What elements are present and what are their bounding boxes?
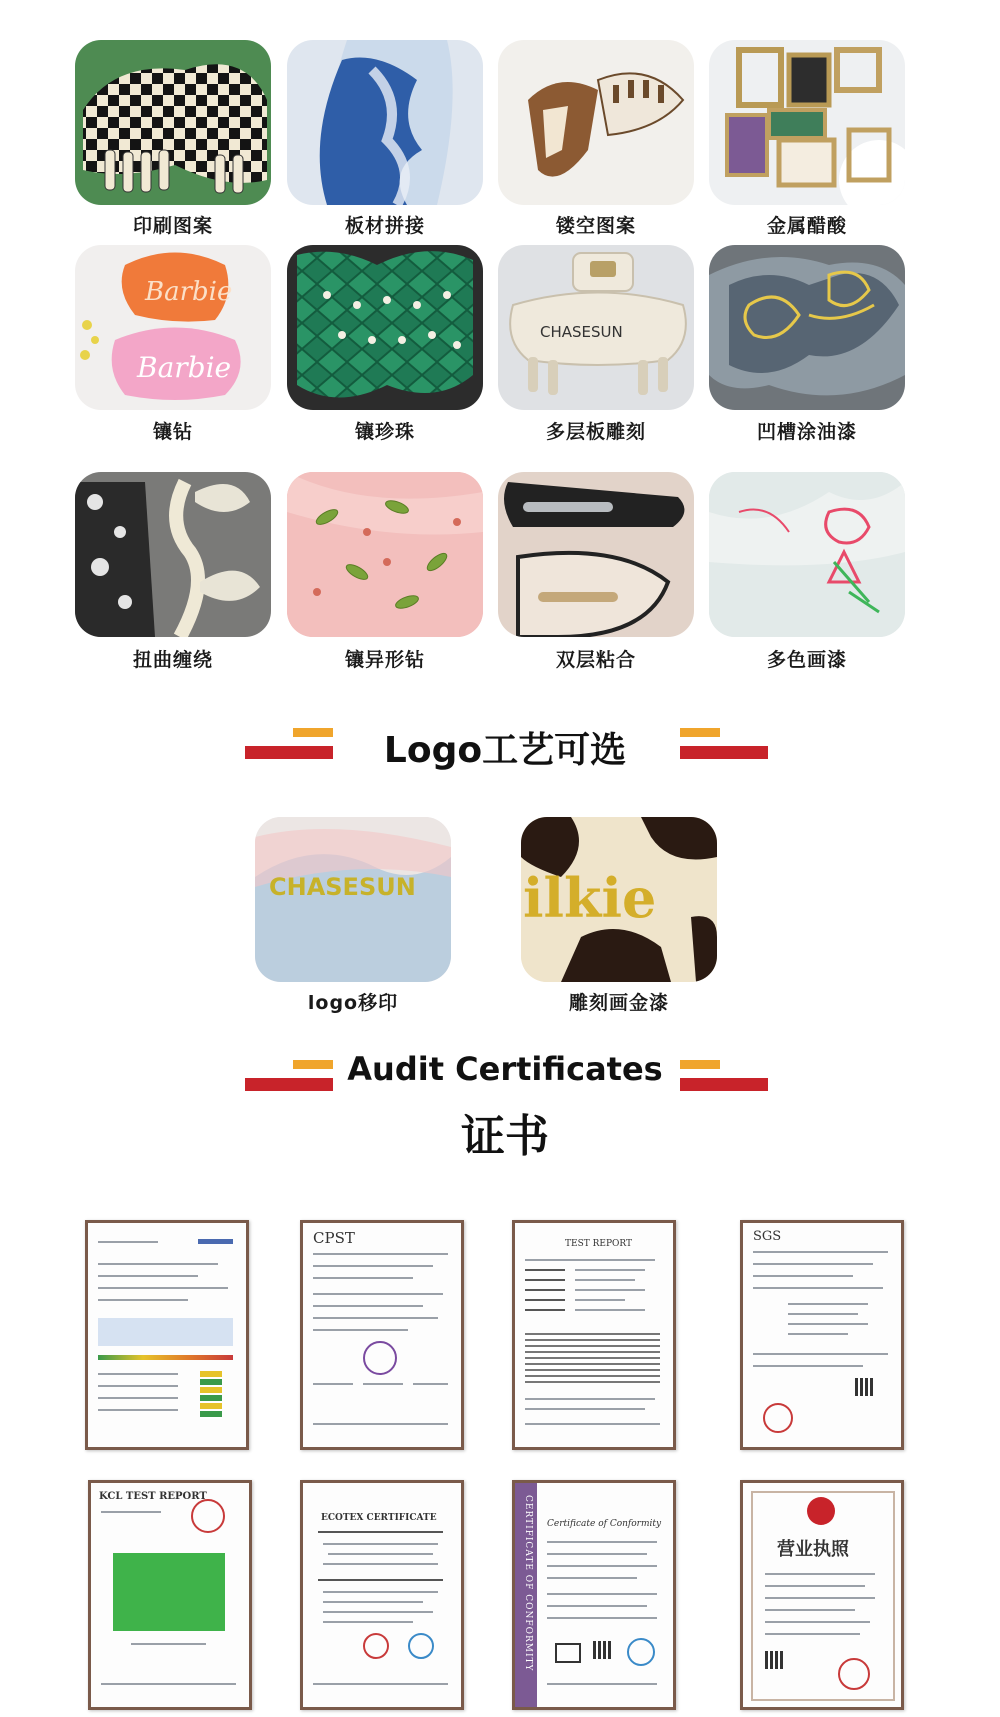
craft-label: 板材拼接 — [344, 215, 425, 237]
svg-text:Barbie: Barbie — [137, 351, 232, 384]
craft-label: 扭曲缠绕 — [132, 649, 213, 671]
svg-text:Barbie: Barbie — [145, 277, 233, 307]
certificate-doc: SGS — [740, 1220, 904, 1450]
craft-image-hollow-pattern — [498, 40, 694, 205]
logo-pad-print-image — [255, 817, 451, 982]
certificate-doc: 营业执照 — [740, 1480, 904, 1710]
craft-label: 镶钻 — [152, 421, 193, 443]
craft-image-shaped-rhinestone — [287, 472, 483, 637]
craft-image-metal-acetate — [709, 40, 905, 205]
cert-section-subtitle: 证书 — [461, 1111, 549, 1162]
certificate-doc: CERTIFICATE OF CONFORMITY Certificate of Conformity — [512, 1480, 676, 1710]
svg-text:CHASESUN: CHASESUN — [540, 323, 623, 341]
craft-image-rhinestone — [75, 245, 271, 410]
craft-label: 多色画漆 — [766, 649, 847, 671]
craft-label: 双层粘合 — [555, 649, 636, 671]
logo-item-label: 雕刻画金漆 — [568, 992, 669, 1014]
certificate-doc: KCL TEST REPORT — [88, 1480, 252, 1710]
craft-label: 多层板雕刻 — [545, 421, 646, 443]
logo-engrave-gold-image — [521, 817, 717, 982]
craft-image-twist-wrap — [75, 472, 271, 637]
logo-item-label: logo移印 — [307, 992, 399, 1014]
craft-image-pearl — [287, 245, 483, 410]
craft-label: 镶异形钻 — [344, 649, 425, 671]
heading-decoration-right — [680, 728, 770, 763]
cert-section-title: Audit Certificates — [347, 1050, 663, 1088]
heading-decoration-right — [680, 1060, 770, 1095]
craft-image-multi-layer-carving — [498, 245, 694, 410]
certificate-doc — [85, 1220, 249, 1450]
craft-label: 印刷图案 — [132, 215, 213, 237]
craft-image-printed-pattern — [75, 40, 271, 205]
certificate-doc: ECOTEX CERTIFICATE — [300, 1480, 464, 1710]
heading-decoration-left — [245, 1060, 335, 1095]
craft-image-groove-paint — [709, 245, 905, 410]
craft-label: 镶珍珠 — [354, 421, 415, 443]
svg-text:ilkie: ilkie — [523, 866, 657, 930]
heading-decoration-left — [245, 728, 335, 763]
craft-image-board-splicing — [287, 40, 483, 205]
craft-image-multi-color-paint — [709, 472, 905, 637]
logo-section-title: Logo工艺可选 — [383, 730, 627, 771]
certificate-doc: CPST — [300, 1220, 464, 1450]
svg-text:CHASESUN: CHASESUN — [269, 873, 416, 901]
craft-image-double-bonding — [498, 472, 694, 637]
certificate-doc: TEST REPORT — [512, 1220, 676, 1450]
craft-label: 凹槽涂油漆 — [756, 421, 857, 443]
craft-label: 金属醋酸 — [766, 215, 847, 237]
craft-label: 镂空图案 — [555, 215, 636, 237]
